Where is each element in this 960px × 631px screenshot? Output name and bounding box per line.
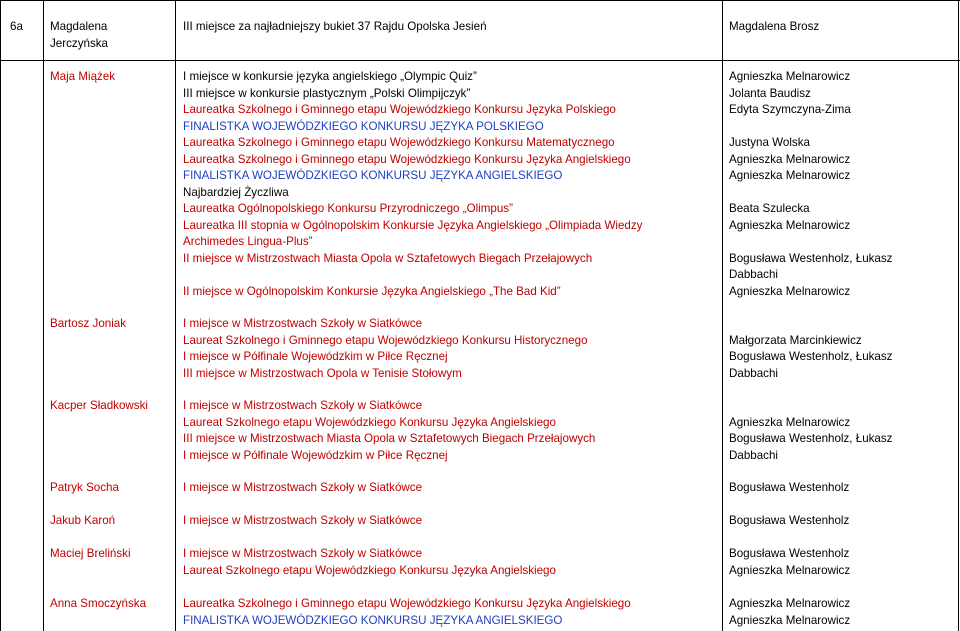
col-divider-class (43, 0, 44, 631)
achievement-line: Laureat Szkolnego i Gminnego etapu Wojewódzkiego Konkursu Historycznego (183, 333, 588, 347)
teacher-name: Jolanta Baudisz (729, 86, 811, 100)
teacher-name: Agnieszka Melnarowicz (729, 415, 851, 429)
achievement-line: I miejsce w Mistrzostwach Szkoły w Siatkówce (183, 481, 423, 494)
achievement-line: FINALISTKA WOJEWÓDZKIEGO KONKURSU JĘZYKA ANGIELSKIEGO (183, 169, 563, 182)
col-divider-achievements (722, 0, 723, 631)
student-name: Maciej Breliński (50, 547, 131, 560)
teacher-name: Agnieszka Melnarowicz (729, 613, 851, 627)
header-student-last-name: Jerczyńska (50, 37, 108, 50)
achievement-line: II miejsce w Ogólnopolskim Konkursie Języka Angielskiego „The Bad Kid” (183, 284, 561, 298)
achievement-line: II miejsce w Mistrzostwach Miasta Opola w Sztafetowych Biegach Przełajowych (183, 251, 593, 265)
header-achievement: III miejsce za najładniejszy bukiet 37 Rajdu Opolska Jesień (183, 20, 487, 33)
achievement-line: Laureatka Szkolnego i Gminnego etapu Wojewódzkiego Konkursu Matematycznego (183, 136, 615, 149)
teacher-name: Bogusława Westenholz (729, 547, 850, 560)
achievement-line: I miejsce w Półfinale Wojewódzkim w Piłce Ręcznej (183, 448, 448, 462)
achievement-line: I miejsce w konkursie języka angielskiego „Olympic Quiz” (183, 70, 477, 83)
achievement-line: I miejsce w Mistrzostwach Szkoły w Siatkówce (183, 514, 423, 527)
achievement-line: Laureatka III stopnia w Ogólnopolskim Konkursie Języka Angielskiego „Olimpiada Wiedzy (183, 218, 643, 232)
student-name: Patryk Socha (50, 481, 119, 494)
table-border-left (0, 0, 1, 631)
teacher-name: Agnieszka Melnarowicz (729, 218, 851, 232)
achievement-line: Archimedes Lingua-Plus” (183, 235, 313, 248)
table-border-right (958, 0, 959, 631)
teacher-name: Bogusława Westenholz, Łukasz (729, 350, 893, 363)
teacher-name: Edyta Szymczyna-Zima (729, 103, 851, 116)
achievement-line: I miejsce w Mistrzostwach Szkoły w Siatkówce (183, 399, 423, 412)
header-row-divider (0, 60, 960, 61)
student-name: Anna Smoczyńska (50, 597, 147, 610)
achievement-line: Laureatka Szkolnego i Gminnego etapu Wojewódzkiego Konkursu Języka Angielskiego (183, 152, 631, 166)
teacher-name: Bogusława Westenholz (729, 514, 850, 527)
teacher-name: Dabbachi (729, 268, 778, 281)
achievement-line: Laureatka Szkolnego i Gminnego etapu Wojewódzkiego Konkursu Języka Angielskiego (183, 597, 631, 610)
achievement-line: I miejsce w Mistrzostwach Szkoły w Siatkówce (183, 317, 423, 330)
teacher-name: Dabbachi (729, 366, 778, 380)
teacher-name: Agnieszka Melnarowicz (729, 169, 851, 182)
teacher-name: Agnieszka Melnarowicz (729, 70, 851, 83)
teacher-name: Bogusława Westenholz (729, 481, 850, 494)
achievement-line: Laureatka Ogólnopolskiego Konkursu Przyrodniczego „Olimpus” (183, 202, 513, 215)
achievement-line: Laureatka Szkolnego i Gminnego etapu Wojewódzkiego Konkursu Języka Polskiego (183, 103, 616, 116)
teacher-name: Dabbachi (729, 448, 778, 462)
header-student-first-name: Magdalena (50, 20, 108, 33)
col-divider-student (175, 0, 176, 631)
achievement-line: Najbardziej Życzliwa (183, 185, 289, 199)
header-teacher: Magdalena Brosz (729, 20, 820, 33)
teacher-name: Bogusława Westenholz, Łukasz (729, 432, 893, 445)
student-name: Jakub Karoń (50, 514, 116, 527)
achievement-line: FINALISTKA WOJEWÓDZKIEGO KONKURSU JĘZYKA POLSKIEGO (183, 119, 544, 133)
achievement-line: I miejsce w Mistrzostwach Szkoły w Siatkówce (183, 547, 423, 560)
achievement-line: III miejsce w Mistrzostwach Opola w Tenisie Stołowym (183, 366, 462, 380)
achievement-line: FINALISTKA WOJEWÓDZKIEGO KONKURSU JĘZYKA ANGIELSKIEGO (183, 613, 563, 627)
achievement-line: Laureat Szkolnego etapu Wojewódzkiego Konkursu Języka Angielskiego (183, 563, 556, 577)
class-label: 6a (10, 20, 23, 33)
achievement-line: III miejsce w Mistrzostwach Miasta Opola w Sztafetowych Biegach Przełajowych (183, 432, 596, 445)
teacher-name: Agnieszka Melnarowicz (729, 284, 851, 298)
teacher-name: Justyna Wolska (729, 136, 810, 149)
teacher-name: Beata Szulecka (729, 202, 810, 215)
teacher-name: Agnieszka Melnarowicz (729, 152, 851, 166)
student-name: Bartosz Joniak (50, 317, 127, 330)
table-border-top (0, 0, 960, 1)
student-name: Maja Miążek (50, 70, 116, 83)
student-name: Kacper Sładkowski (50, 399, 148, 412)
teacher-name: Agnieszka Melnarowicz (729, 563, 851, 577)
achievement-line: Laureat Szkolnego etapu Wojewódzkiego Konkursu Języka Angielskiego (183, 415, 556, 429)
teacher-name: Małgorzata Marcinkiewicz (729, 333, 862, 347)
achievement-line: I miejsce w Półfinale Wojewódzkim w Piłce Ręcznej (183, 350, 448, 363)
teacher-name: Agnieszka Melnarowicz (729, 597, 851, 610)
achievement-line: III miejsce w konkursie plastycznym „Polski Olimpijczyk” (183, 86, 471, 100)
teacher-name: Bogusława Westenholz, Łukasz (729, 251, 893, 265)
